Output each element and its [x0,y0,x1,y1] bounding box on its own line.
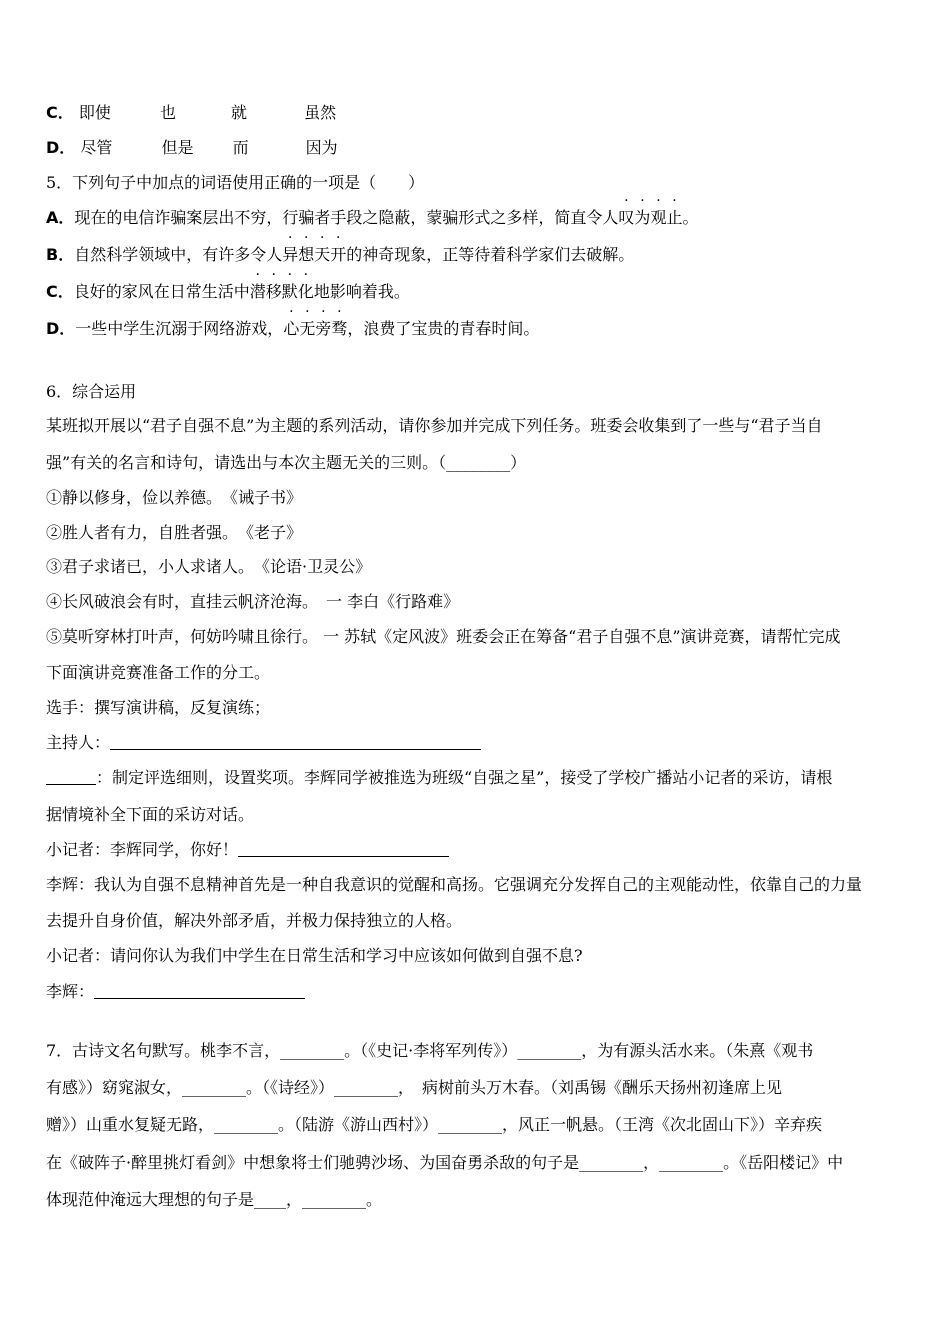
option-text: 良好的家风在日常生活中 [73,282,250,301]
q5-option-c [46,282,910,302]
option-word: 即使 [78,103,111,122]
option-label: C． [46,103,74,122]
dotted-char: 止 [666,208,683,227]
option-label: B． [46,245,75,264]
dialog-text: 李辉： [46,982,95,1001]
dotted-char: 异 [282,245,299,264]
answer-blank[interactable] [238,840,449,857]
dotted-char: 观 [650,208,667,227]
quote-item: ⑤莫听穿林打叶声，何妨吟啸且徐行。 一 苏轼《定风波》班委会正在筹备“君子自强不息”演讲竞赛，请帮忙完成 [46,627,841,646]
option-text: 自然科学领域中，有许多令人 [74,245,283,264]
q5-stem: 5．下列句子中加点的词语使用正确的一项是（ ） [46,173,425,192]
option-text: 地影响着我。 [313,282,410,301]
quote-item: ①静以修身，俭以养德。 《诫子书》 [46,488,303,507]
dotted-char: 移 [265,282,282,301]
answer-blank[interactable] [46,768,96,785]
role-judge-text: ：制定评选细则，设置奖项。李辉同学被推选为班级“自强之星”，接受了学校广播站小记者的采访，请根 [96,768,833,787]
role-judge [46,768,910,788]
dotted-word [618,208,682,227]
option-text: 现在的电信诈骗案层出不穷，行骗者手段之隐蔽，蒙骗形式之多样，简直令人 [74,208,619,227]
option-label: D． [46,319,76,338]
role-host [46,733,910,753]
option-label: C． [46,282,74,301]
q7-line: 在《破阵子·醉里挑灯看剑》中想象将士们驰骋沙场、为国奋勇杀敌的句子是________，________。《岳阳楼记》中 [46,1153,844,1172]
dotted-char: 骛 [331,319,348,338]
option-d-row [46,138,910,158]
option-text: 的神奇现象，正等待着科学家们去破解。 [346,245,635,264]
dotted-char: 天 [314,245,331,264]
q6-intro-line: 某班拟开展以“君子自强不息”为主题的系列活动，请你参加并完成下列任务。班委会收集到了一些与“君子当自 [46,416,823,435]
option-text: 。 [682,208,699,227]
option-word: 而 [232,138,249,157]
answer-blank[interactable] [110,733,481,750]
dialog-line: 李辉：我认为自强不息精神首先是一种自我意识的觉醒和高扬。它强调充分发挥自己的主观能动性，依靠自己的力量 [46,875,863,894]
option-text: ，浪费了宝贵的青春时间。 [347,319,540,338]
option-word: 虽然 [304,103,337,122]
q5-option-d [46,319,910,339]
dialog-line [46,982,910,1002]
dialog-text: 小记者：李辉同学，你好！ [46,840,239,859]
dotted-char: 叹 [618,208,635,227]
quote-item: ④长风破浪会有时，直挂云帆济沧海。 一 李白《行路难》 [46,592,460,611]
q7-line: 赠》）山重水复疑无路，________。（陆游《游山西村》）________，风正一帆悬。（王湾《次北固山下》）辛弃疾 [46,1115,823,1134]
dotted-char: 为 [634,208,651,227]
answer-blank[interactable] [94,982,305,999]
role-host-label: 主持人： [46,733,111,752]
dotted-char: 旁 [315,319,332,338]
q6-continued-line: 据情境补全下面的采访对话。 [46,805,255,824]
dialog-line [46,840,910,860]
option-label: A． [46,208,75,227]
q7-line: 7．古诗文名句默写。桃李不言，________。（《史记·李将军列传》）________，为有源头活水来。（朱熹《观书 [46,1041,814,1060]
q7-line: 体现范仲淹远大理想的句子是____，________。 [46,1190,383,1209]
option-c-row [46,103,910,123]
dotted-char: 默 [281,282,298,301]
option-word: 也 [159,103,176,122]
q6-intro-line: 强”有关的名言和诗句，请选出与本次主题无关的三则。（________） [46,453,527,472]
role-contestant: 选手：撰写演讲稿，反复演练； [46,698,271,717]
dotted-word [250,282,314,301]
option-label: D． [46,138,76,157]
dotted-char: 心 [283,319,300,338]
option-word: 尽管 [80,138,113,157]
dotted-char: 化 [297,282,314,301]
dotted-word [283,319,347,338]
q6-continued-line: 下面演讲竞赛准备工作的分工。 [46,663,271,682]
q5-option-b [46,245,910,265]
dotted-char: 开 [330,245,347,264]
quote-item: ②胜人者有力，自胜者强。 《老子》 [46,523,303,542]
q7-line: 有感》）窈窕淑女，________。（《诗经》）________， 病树前头万木春。（刘禹锡《酬乐天扬州初逢席上见 [46,1078,783,1097]
option-text: 一些中学生沉溺于网络游戏， [75,319,284,338]
dotted-char: 无 [299,319,316,338]
q5-option-a [46,208,910,228]
dialog-line: 去提升自身价值，解决外部矛盾，并极力保持独立的人格。 [46,911,463,930]
quote-item: ③君子求诸已，小人求诸人。 《论语·卫灵公》 [46,557,372,576]
q6-title: 6．综合运用 [46,382,137,401]
option-word: 就 [231,103,248,122]
dotted-char: 想 [298,245,315,264]
option-word: 但是 [161,138,194,157]
dialog-line: 小记者：请问你认为我们中学生在日常生活和学习中应该如何做到自强不息? [46,946,583,965]
dotted-word [282,245,346,264]
dotted-char: 潜 [249,282,266,301]
option-word: 因为 [305,138,338,157]
